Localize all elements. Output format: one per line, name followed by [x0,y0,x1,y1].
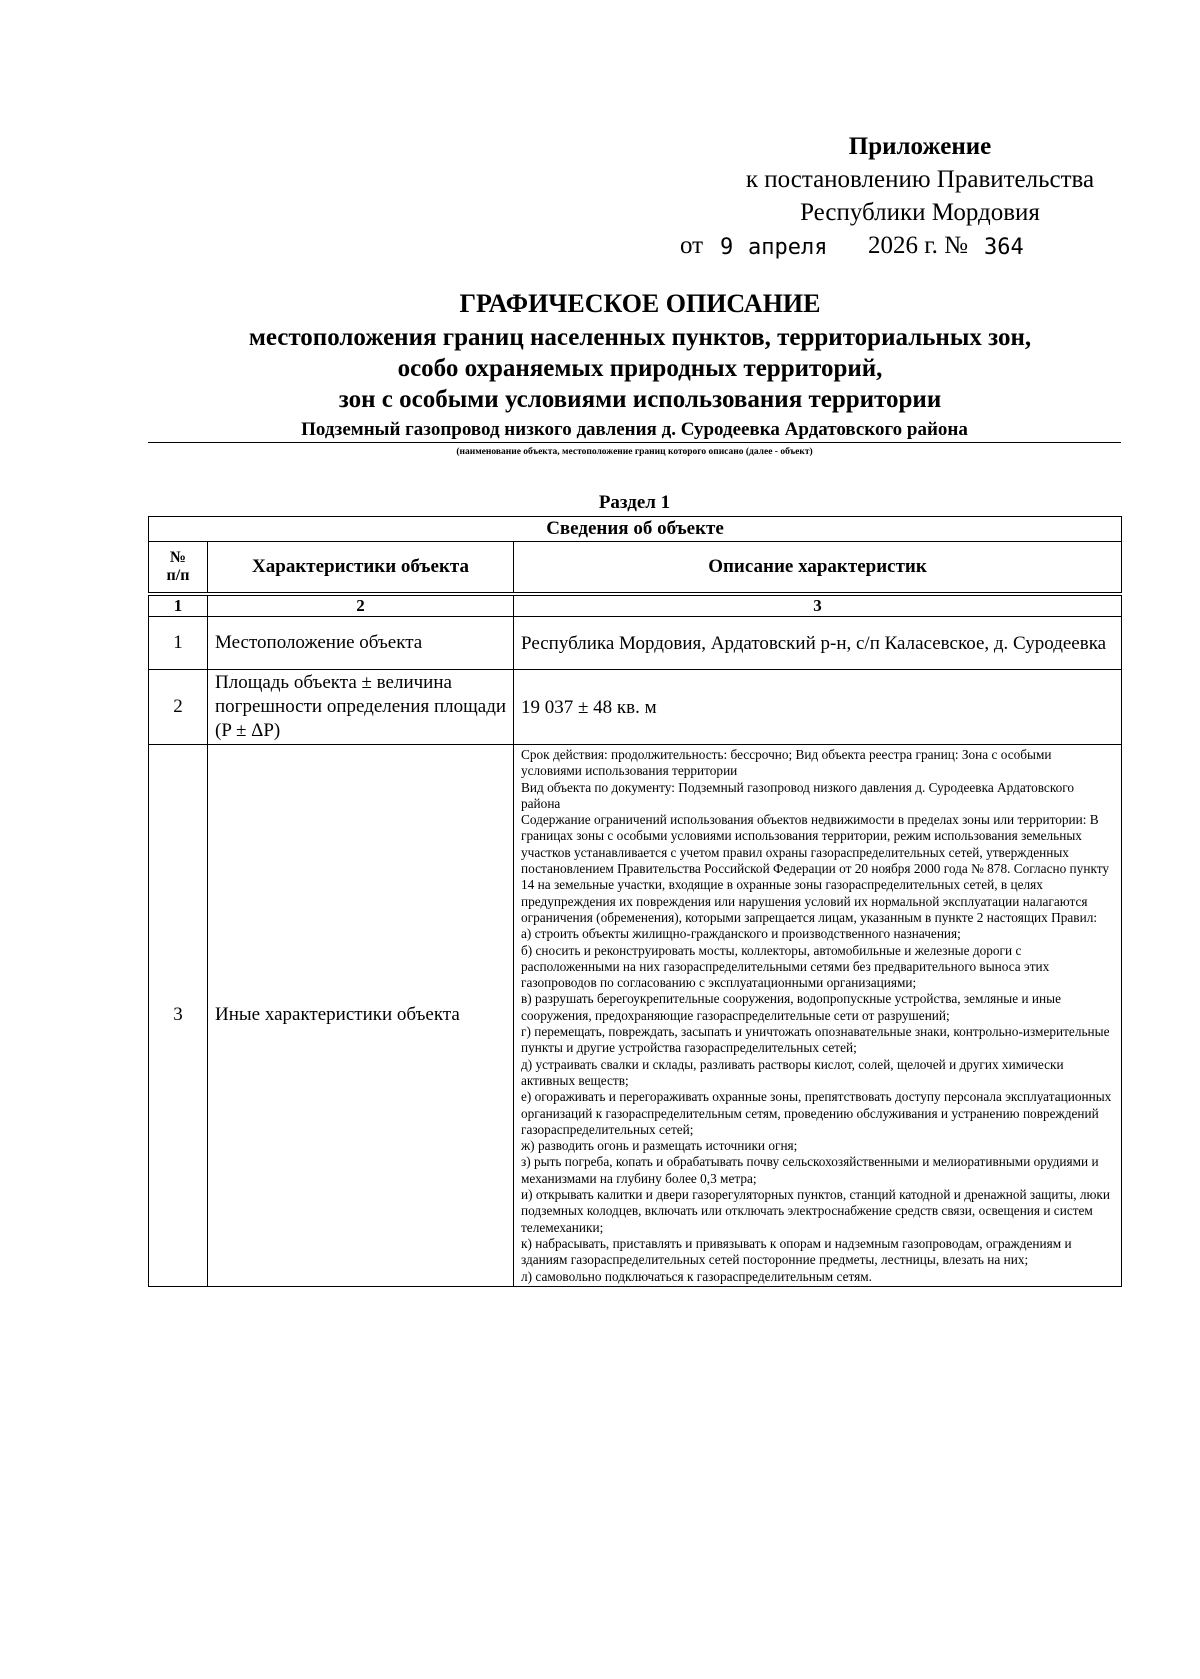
table-row [149,617,1122,670]
title-line-2: особо охраняемых природных территорий, [397,355,883,382]
row-description [514,745,1122,1287]
restriction-item: е) огораживать и перегораживать охранные зоны, препятствовать доступу персонала эксплуатационных организаций к газораспределительным сетям, проведению обслуживания и устранению повреждений газораспределительных сетей; [521,1089,1112,1137]
header-num: № п/п [149,542,208,595]
appendix-line-1: к постановлению Правительства [745,166,1095,193]
row-characteristic: Местоположение объекта [208,617,514,670]
section-title: Раздел 1 [598,492,671,513]
description-paragraph: Срок действия: продолжительность: бессрочно; Вид объекта реестра границ: Зона с особыми условиями использования территории [521,747,1052,779]
column-number: 3 [514,594,1122,617]
row-description: Республика Мордовия, Ардатовский р-н, с/п Каласевское, д. Суродеевка [514,617,1122,670]
restriction-item: к) набрасывать, приставлять и привязывать к опорам и надземным газопроводам, ограждениям и зданиям газораспределительных сетей посторонние предметы, лестницы, влезать на них; [521,1235,1072,1268]
appendix-line-2: Республики Мордовия [800,199,1040,226]
restriction-item: и) открывать калитки и двери газорегуляторных пунктов, станций катодной и дренажной защиты, люки подземных колодцев, включать или отключать электроснабжение средств связи, освещения и систем телемеханики; [521,1187,1110,1235]
row-description: 19 037 ± 48 кв. м [514,670,1122,745]
row-number: 3 [149,745,208,1287]
appendix-block [680,130,1120,262]
table-header-row [149,542,1122,595]
table-row [149,745,1122,1287]
restriction-item: а) строить объекты жилищно-гражданского и производственного назначения; [521,926,961,942]
decree-date-line [680,229,1120,262]
row-number: 2 [149,670,208,745]
column-number: 2 [208,594,514,617]
restriction-item: ж) разводить огонь и размещать источники огня; [521,1138,798,1154]
table-row [149,670,1122,745]
restriction-item: г) перемещать, повреждать, засыпать и уничтожать опознавательные знаки, контрольно-измерительные пункты и другие устройства газораспределительных сетей; [521,1024,1110,1056]
restriction-item: д) устраивать свалки и склады, разливать растворы кислот, солей, щелочей и других химически активных веществ; [521,1056,1064,1088]
appendix-title: Приложение [848,133,992,160]
restriction-item: з) рыть погреба, копать и обрабатывать почву сельскохозяйственными и мелиоративными орудиями и механизмами на глубину более 0,3 метра; [521,1154,1099,1186]
column-number-row [149,594,1122,617]
description-paragraph: Вид объекта по документу: Подземный газопровод низкого давления д. Суродеевка Ардатовского района [521,779,1075,811]
object-caption: (наименование объекта, местоположение границ которого описано (далее - объект) [456,447,813,457]
object-name: Подземный газопровод низкого давления д. Суродеевка Ардатовского района [148,418,1121,443]
decree-number: 364 [984,235,1024,260]
document-title [160,288,1120,415]
title-line-1: местоположения границ населенных пунктов, территориальных зон, [248,324,1032,351]
column-number: 1 [149,594,208,617]
object-info-table [148,516,1122,1287]
date-from-label: от [680,232,704,259]
row-number: 1 [149,617,208,670]
title-line-3: зон с особыми условиями использования территории [338,386,942,413]
restriction-item: л) самовольно подключаться к газораспределительным сетям. [521,1268,872,1284]
table-caption-row [149,517,1122,542]
header-description: Описание характеристик [514,542,1122,595]
date-day: 9 [720,235,734,260]
restriction-item: б) сносить и реконструировать мосты, коллекторы, автомобильные и железные дороги с расположенными на них газораспределительными сетями без предварительного выноса этих газопроводов по согласованию с эксплуатационными организациями; [521,942,1050,991]
description-paragraph: Содержание ограничений использования объектов недвижимости в пределах зоны или территории: В границах зоны с особыми условиями использования территории, режим использования земельных участков устанавливается с учетом правил охраны газораспределительных сетей, утвержденных постановлением Правительства Российской Федерации от 20 ноября 2000 года № 878. Согласно пункту 14 на земельные участки, входящие в охранные зоны газораспределительных сетей, в целях предупреждения их повреждения или нарушения условий их нормальной эксплуатации налагаются ограничения (обременения), которыми запрещается лицам, указанным в пункте 2 настоящих Правил: [521,812,1110,925]
header-characteristic: Характеристики объекта [208,542,514,595]
date-month: апреля [748,235,828,260]
row-characteristic: Площадь объекта ± величина погрешности определения площади (P ± ΔP) [208,670,514,745]
restriction-item: в) разрушать берегоукрепительные сооружения, водопропускные устройства, земляные и иные сооружения, предохраняющие газораспределительные сети от разрушений; [521,991,1061,1023]
row-characteristic: Иные характеристики объекта [208,745,514,1287]
date-year: 2026 г. № [868,232,969,259]
title-main: ГРАФИЧЕСКОЕ ОПИСАНИЕ [459,289,821,318]
table-caption: Сведения об объекте [149,517,1122,542]
